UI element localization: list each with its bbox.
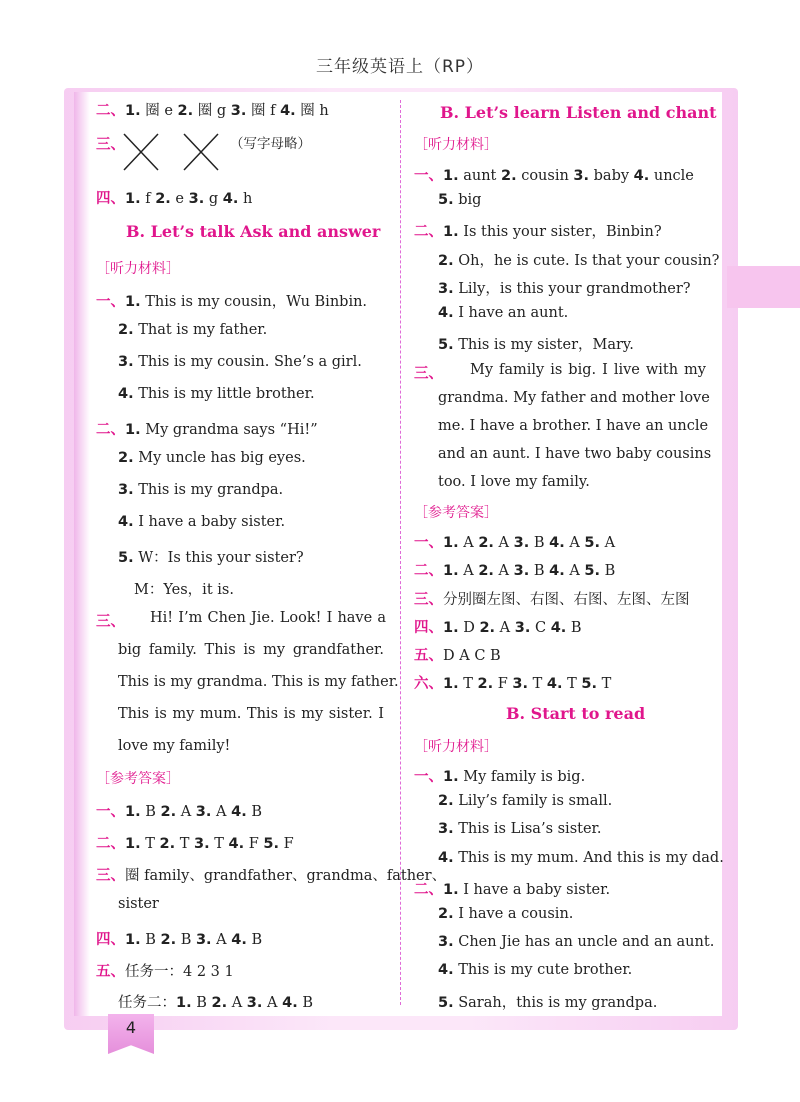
list-item: 3. This is my cousin. She’s a girl. — [118, 354, 362, 370]
answer-text: 1. T 2. T 3. T 4. F 5. F — [125, 836, 294, 852]
item-text: 1. This is my cousin，Wu Binbin. — [125, 294, 368, 310]
question-number: 二、 — [96, 103, 125, 119]
list-item: 5. W：Is this your sister? — [118, 550, 304, 566]
answer-row — [414, 616, 582, 637]
passage-line: This is my grandma. This is my father. — [118, 674, 399, 690]
answer-text: 1. D 2. A 3. C 4. B — [443, 620, 582, 636]
question-number-row — [414, 362, 443, 383]
question-number: 一、 — [414, 535, 443, 551]
item-text: 1. I have a baby sister. — [443, 882, 611, 898]
listening-label: ［听力材料］ — [414, 137, 498, 153]
answer-row — [96, 864, 446, 885]
list-item: 3. This is Lisa’s sister. — [438, 821, 602, 837]
page-number: 4 — [125, 1018, 137, 1037]
answer-row — [414, 672, 611, 693]
passage-line: This is my mum. This is my sister. I — [118, 706, 384, 722]
passage-line: big family. This is my grandfather. — [118, 642, 384, 658]
answer-text: D A C B — [443, 648, 501, 664]
list-item: 3. Lily，is this your grandmother? — [438, 281, 691, 297]
answer-row — [414, 531, 615, 552]
listening-label: ［听力材料］ — [96, 261, 180, 277]
list-item: 3. This is my grandpa. — [118, 482, 284, 498]
list-item: 4. I have an aunt. — [438, 305, 569, 321]
list-item: 5. This is my sister，Mary. — [438, 337, 634, 353]
list-item: 2. That is my father. — [118, 322, 268, 338]
answer-row — [414, 588, 690, 609]
page-header: 三年级英语上（RP） — [315, 57, 485, 77]
question-number: 三、 — [96, 614, 125, 630]
list-item — [96, 418, 318, 439]
list-item: 4. This is my mum. And this is my dad. — [438, 850, 724, 866]
question-number: 二、 — [414, 563, 443, 579]
question-number: 一、 — [414, 168, 443, 184]
answer-text: 1. A 2. A 3. B 4. A 5. B — [443, 563, 616, 579]
item-text: 1. My grandma says “Hi!” — [125, 422, 318, 438]
list-item: 2. Lily’s family is small. — [438, 793, 613, 809]
card-edge — [74, 92, 90, 1016]
answer-text: 任务一：4 2 3 1 — [125, 964, 234, 980]
answer-label: ［参考答案］ — [96, 771, 180, 787]
question-number: 四、 — [414, 620, 443, 636]
question-number: 三、 — [414, 592, 443, 608]
item-text: 1. My family is big. — [443, 769, 586, 785]
list-item — [414, 164, 694, 185]
question-number: 一、 — [96, 804, 125, 820]
list-item: 3. Chen Jie has an uncle and an aunt. — [438, 934, 715, 950]
answer-row — [96, 133, 125, 154]
list-item: 5. big — [438, 192, 482, 208]
question-number: 二、 — [96, 422, 125, 438]
answer-text: 1. B 2. B 3. A 4. B — [125, 932, 263, 948]
answer-row — [96, 960, 234, 981]
list-item: 2. My uncle has big eyes. — [118, 450, 306, 466]
list-item: 5. Sarah，this is my grandpa. — [438, 995, 658, 1011]
list-item: 2. I have a cousin. — [438, 906, 574, 922]
answer-text: 1. B 2. A 3. A 4. B — [125, 804, 262, 820]
question-number: 二、 — [414, 224, 443, 240]
answer-text: 分别圈左图、右图、右图、左图、左图 — [443, 592, 690, 608]
passage-line: grandma. My father and mother love — [438, 390, 710, 406]
answer-text: 1. T 2. F 3. T 4. T 5. T — [443, 676, 612, 692]
passage-line: Hi! I’m Chen Jie. Look! I have a — [150, 610, 386, 626]
list-item: 4. This is my cute brother. — [438, 962, 633, 978]
question-number: 二、 — [414, 882, 443, 898]
list-item — [414, 878, 610, 899]
question-number: 一、 — [96, 294, 125, 310]
list-item: 2. Oh，he is cute. Is that your cousin? — [438, 253, 720, 269]
list-item — [96, 290, 367, 311]
question-number: 五、 — [414, 648, 443, 664]
list-item — [414, 765, 585, 786]
section-title: B. Let’s talk Ask and answer — [126, 222, 381, 241]
item-text: 1. Is this your sister，Binbin? — [443, 224, 662, 240]
section-title: B. Start to read — [506, 704, 646, 723]
question-number: 六、 — [414, 676, 443, 692]
answer-row — [96, 832, 294, 853]
question-number: 三、 — [414, 366, 443, 382]
passage-line: and an aunt. I have two baby cousins — [438, 446, 712, 462]
answer-text: 任务二：1. B 2. A 3. A 4. B — [118, 995, 313, 1011]
answer-row — [414, 644, 501, 665]
question-number: 四、 — [96, 932, 125, 948]
question-number: 三、 — [96, 137, 125, 153]
listening-label: ［听力材料］ — [414, 739, 498, 755]
question-number: 二、 — [96, 836, 125, 852]
answer-row — [96, 187, 252, 208]
answer-text: sister — [118, 896, 159, 912]
side-tab — [727, 266, 800, 308]
list-item: M：Yes，it is. — [134, 582, 234, 598]
passage-line: love my family! — [118, 738, 231, 754]
item-text: 1. aunt 2. cousin 3. baby 4. uncle — [443, 168, 694, 184]
passage-line: too. I love my family. — [438, 474, 590, 490]
answer-text: 1. f 2. e 3. g 4. h — [125, 191, 253, 207]
question-number: 五、 — [96, 964, 125, 980]
question-number: 三、 — [96, 868, 125, 884]
cross-lines-figure — [122, 132, 226, 172]
question-number: 一、 — [414, 769, 443, 785]
answer-text: 1. 圈 e 2. 圈 g 3. 圈 f 4. 圈 h — [125, 103, 329, 119]
answer-text: 1. A 2. A 3. B 4. A 5. A — [443, 535, 616, 551]
note-text: （写字母略） — [230, 136, 311, 152]
list-item — [414, 220, 662, 241]
answer-row — [96, 928, 262, 949]
list-item: 4. I have a baby sister. — [118, 514, 286, 530]
question-number-row — [96, 610, 125, 631]
answer-row — [96, 99, 329, 120]
answer-row — [96, 800, 262, 821]
question-number: 四、 — [96, 191, 125, 207]
section-title: B. Let’s learn Listen and chant — [440, 103, 717, 122]
answer-label: ［参考答案］ — [414, 505, 498, 521]
answer-text: 圈 family、grandfather、grandma、father、 — [125, 868, 447, 884]
passage-line: My family is big. I live with my — [470, 362, 706, 378]
passage-line: me. I have a brother. I have an uncle — [438, 418, 709, 434]
answer-row — [414, 559, 615, 580]
list-item: 4. This is my little brother. — [118, 386, 315, 402]
